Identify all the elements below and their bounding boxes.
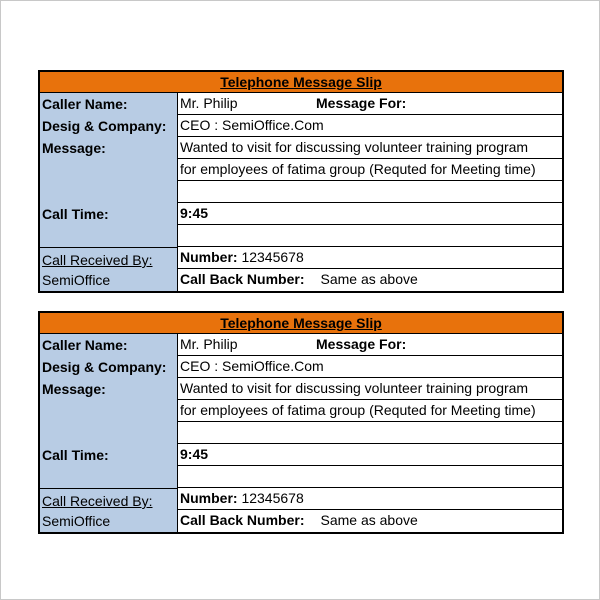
blank-row [178,422,562,444]
call-back-label: Call Back Number: [180,271,305,287]
label-column [40,334,178,532]
slip-header [40,72,562,93]
call-back-value[interactable]: Same as above [320,512,418,528]
message-line-1[interactable]: Wanted to visit for discussing volunteer training program [178,378,562,400]
value-column [178,334,562,532]
number-row [178,488,562,510]
slip-header [40,313,562,334]
number-value[interactable]: 12345678 [241,490,304,506]
message-slip [38,70,564,293]
call-back-row [178,510,562,531]
call-back-value[interactable]: Same as above [320,271,418,287]
call-time-label: Call Time: [42,206,109,222]
call-received-box [40,488,177,532]
desig-company-label: Desig & Company: [42,118,167,134]
message-slip [38,311,564,534]
blank-row [178,225,562,247]
call-received-by-value[interactable]: SemiOffice [42,272,111,288]
message-line-2[interactable]: for employees of fatima group (Requted for Meeting time) [178,159,562,181]
message-line-2[interactable]: for employees of fatima group (Requted for Meeting time) [178,400,562,422]
slip-title: Telephone Message Slip [220,74,382,90]
caller-name-row [178,334,562,356]
desig-company-value[interactable]: CEO : SemiOffice.Com [178,115,562,137]
caller-name-label: Caller Name: [42,96,128,112]
number-label: Number: [180,249,238,265]
value-column [178,93,562,291]
caller-name-label: Caller Name: [42,337,128,353]
call-received-box [40,247,177,291]
number-row [178,247,562,269]
number-value[interactable]: 12345678 [241,249,304,265]
caller-name-value[interactable]: Mr. Philip [180,95,238,111]
message-for-label: Message For: [316,95,407,111]
call-time-value[interactable]: 9:45 [180,446,209,462]
call-received-by-label: Call Received By: [42,493,153,509]
slip-title: Telephone Message Slip [220,315,382,331]
call-back-label: Call Back Number: [180,512,305,528]
desig-company-value[interactable]: CEO : SemiOffice.Com [178,356,562,378]
call-received-by-label: Call Received By: [42,252,153,268]
number-label: Number: [180,490,238,506]
call-time-value[interactable]: 9:45 [180,205,209,221]
message-line-1[interactable]: Wanted to visit for discussing volunteer training program [178,137,562,159]
blank-row [178,466,562,488]
label-column [40,93,178,291]
message-label: Message: [42,381,106,397]
message-label: Message: [42,140,106,156]
call-back-row [178,269,562,290]
call-time-row [178,203,562,225]
call-time-label: Call Time: [42,447,109,463]
caller-name-value[interactable]: Mr. Philip [180,336,238,352]
caller-name-row [178,93,562,115]
desig-company-label: Desig & Company: [42,359,167,375]
message-for-label: Message For: [316,336,407,352]
call-time-row [178,444,562,466]
blank-row [178,181,562,203]
call-received-by-value[interactable]: SemiOffice [42,513,111,529]
